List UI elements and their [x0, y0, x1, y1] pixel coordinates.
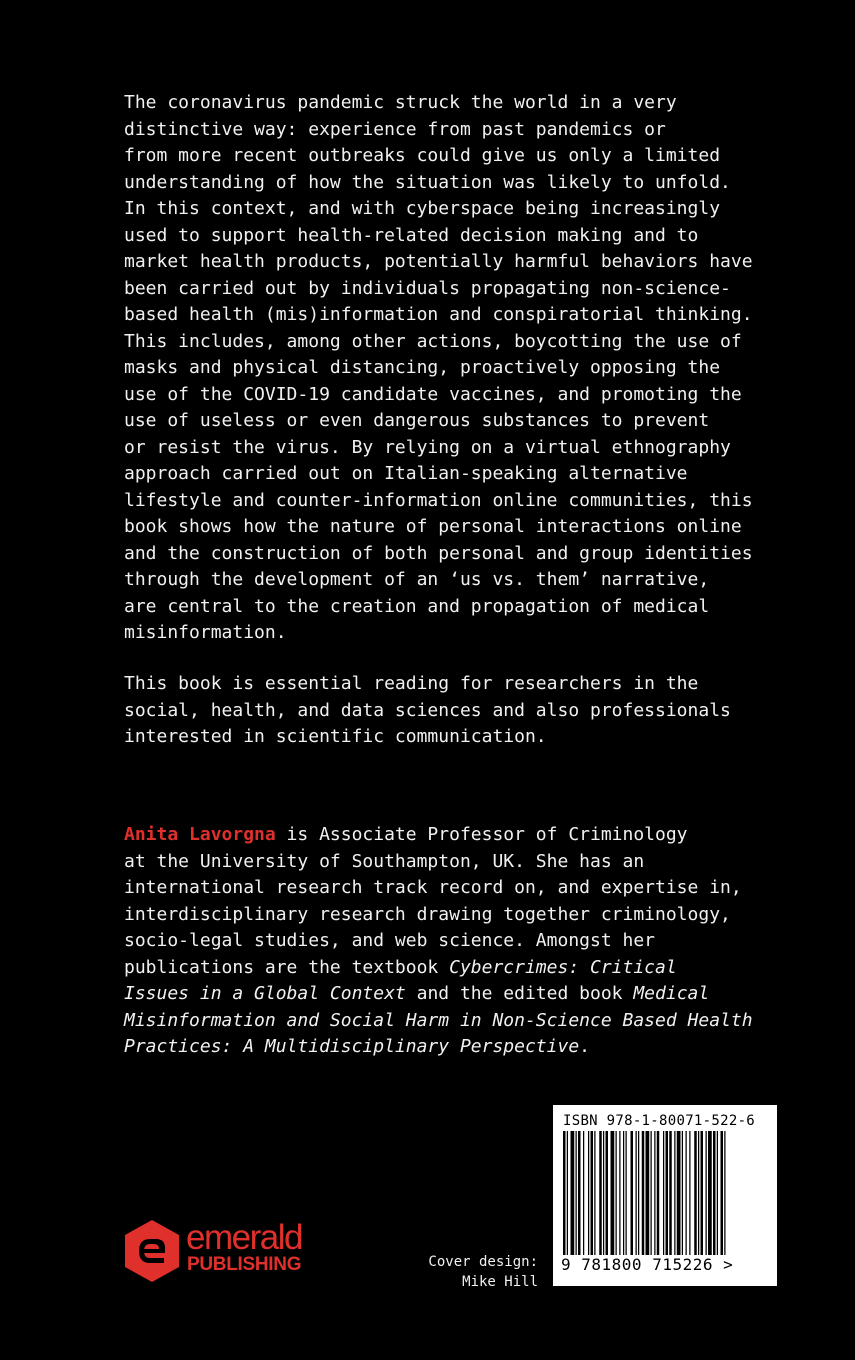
publisher-subtitle: PUBLISHING — [187, 1254, 302, 1275]
text-line: misinformation. — [124, 622, 287, 643]
text-line: based health (mis)information and conspiratorial thinking. — [124, 304, 753, 325]
text-line: social, health, and data sciences and also professionals — [124, 699, 731, 721]
book-title-cybercrimes: Issues in a Global Context — [124, 983, 406, 1004]
bio-text: at the University of Southampton, UK. She has an — [124, 850, 645, 872]
author-bio — [124, 822, 753, 1061]
text-line: This includes, among other actions, boycotting the use of — [124, 330, 742, 352]
audience-statement — [124, 671, 731, 751]
text-line: use of useless or even dangerous substances to prevent — [124, 410, 710, 431]
book-description — [124, 90, 753, 647]
emerald-hexagon-icon — [122, 1218, 182, 1284]
bio-text: . — [579, 1036, 590, 1057]
book-title-medical: Practices: A Multidisciplinary Perspective — [124, 1036, 580, 1057]
bio-text: interdisciplinary research drawing together criminology, — [124, 903, 731, 925]
text-line: understanding of how the situation was likely to unfold. — [124, 171, 731, 193]
text-line: used to support health-related decision making and to — [124, 224, 699, 246]
book-title-medical: Misinformation and Social Harm in Non-Science Based Health — [124, 1009, 753, 1031]
publisher-wordmark: emerald — [186, 1218, 302, 1257]
bio-text: publications are the textbook — [124, 956, 450, 978]
text-line: approach carried out on Italian-speaking alternative — [124, 463, 688, 484]
book-title-cybercrimes: Cybercrimes: Critical — [449, 956, 677, 978]
text-line: masks and physical distancing, proactively opposing the — [124, 357, 721, 378]
barcode-digits: 9 781800 715226 > — [561, 1255, 734, 1274]
text-line: through the development of an ‘us vs. them’ narrative, — [124, 569, 710, 590]
text-line: are central to the creation and propagation of medical — [124, 595, 710, 617]
cover-design-credit — [400, 1252, 538, 1292]
text-line: This book is essential reading for researchers in the — [124, 673, 699, 694]
text-line: distinctive way: experience from past pandemics or — [124, 118, 666, 140]
bio-text: and the edited book — [405, 983, 634, 1004]
book-title-medical: Medical — [633, 983, 710, 1004]
bio-text: is Associate Professor of Criminology — [275, 824, 688, 845]
text-line: or resist the virus. By relying on a virtual ethnography — [124, 436, 731, 458]
author-name: Anita Lavorgna — [124, 824, 276, 845]
credit-label: Cover design: — [428, 1254, 538, 1270]
text-line: and the construction of both personal and group identities — [124, 542, 753, 564]
bio-text: socio-legal studies, and web science. Amongst her — [124, 930, 656, 951]
text-line: use of the COVID-19 candidate vaccines, and promoting the — [124, 383, 742, 405]
text-line: interested in scientific communication. — [124, 726, 547, 747]
text-line: lifestyle and counter-information online communities, this — [124, 489, 753, 511]
text-line: In this context, and with cyberspace being increasingly — [124, 198, 721, 219]
isbn-barcode — [553, 1105, 777, 1286]
text-line: from more recent outbreaks could give us only a limited — [124, 145, 721, 166]
text-line: been carried out by individuals propagating non-science- — [124, 277, 731, 299]
text-line: market health products, potentially harmful behaviors have — [124, 251, 753, 272]
bio-text: international research track record on, and expertise in, — [124, 877, 742, 898]
text-line: The coronavirus pandemic struck the world in a very — [124, 92, 677, 113]
barcode-bars — [561, 1131, 769, 1257]
credit-designer: Mike Hill — [462, 1274, 538, 1290]
publisher-logo — [122, 1218, 322, 1286]
isbn-label: ISBN 978-1-80071-522-6 — [563, 1113, 756, 1129]
text-line: book shows how the nature of personal interactions online — [124, 516, 742, 537]
